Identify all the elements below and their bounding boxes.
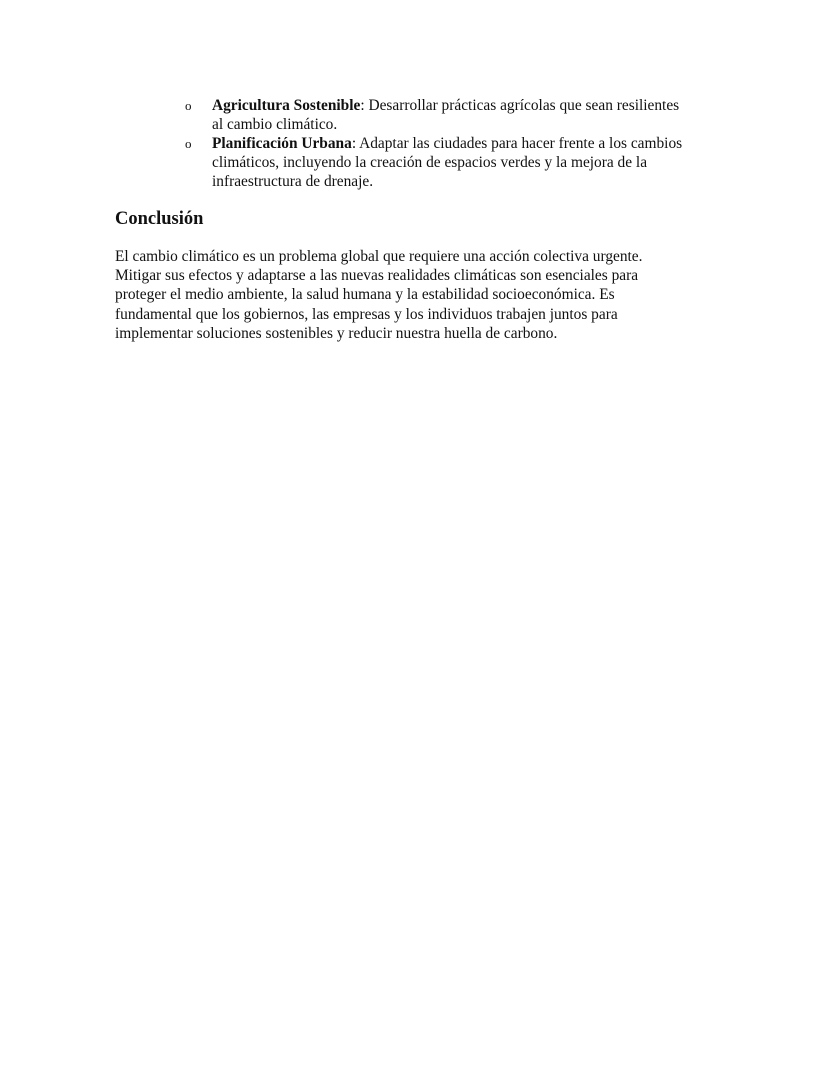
list-item-term: Planificación Urbana xyxy=(212,135,352,152)
list-item-agricultura-sostenible xyxy=(185,96,725,134)
list-item-text: Desarrollar prácticas agrícolas que sean resilientes xyxy=(364,97,680,114)
paragraph-line: fundamental que los gobiernos, las empresas y los individuos trabajen juntos para xyxy=(115,305,618,323)
section-heading-conclusion: Conclusión xyxy=(115,209,204,229)
conclusion-paragraph xyxy=(115,247,715,343)
list-item-line xyxy=(212,134,725,153)
paragraph-line: Mitigar sus efectos y adaptarse a las nuevas realidades climáticas son esenciales para xyxy=(115,267,639,285)
paragraph-line: implementar soluciones sostenibles y reducir nuestra huella de carbono. xyxy=(115,324,558,342)
list-item-line: climáticos, incluyendo la creación de espacios verdes y la mejora de la xyxy=(212,154,648,171)
adaptation-sublist xyxy=(185,96,725,191)
paragraph-line: El cambio climático es un problema global que requiere una acción colectiva urgente. xyxy=(115,248,643,265)
circle-bullet-icon: o xyxy=(185,136,192,151)
list-item-line xyxy=(212,96,725,115)
list-item-line: infraestructura de drenaje. xyxy=(212,173,374,190)
paragraph-line: proteger el medio ambiente, la salud humana y la estabilidad socioeconómica. Es xyxy=(115,286,615,304)
list-item-separator: : xyxy=(351,135,357,152)
list-item-text: Adaptar las ciudades para hacer frente a los cambios xyxy=(356,135,683,152)
list-item-line: al cambio climático. xyxy=(212,116,338,133)
list-item-separator: : xyxy=(360,97,365,114)
list-item-term: Agricultura Sostenible xyxy=(212,97,361,114)
list-item-planificacion-urbana xyxy=(185,134,725,191)
circle-bullet-icon: o xyxy=(185,98,192,113)
